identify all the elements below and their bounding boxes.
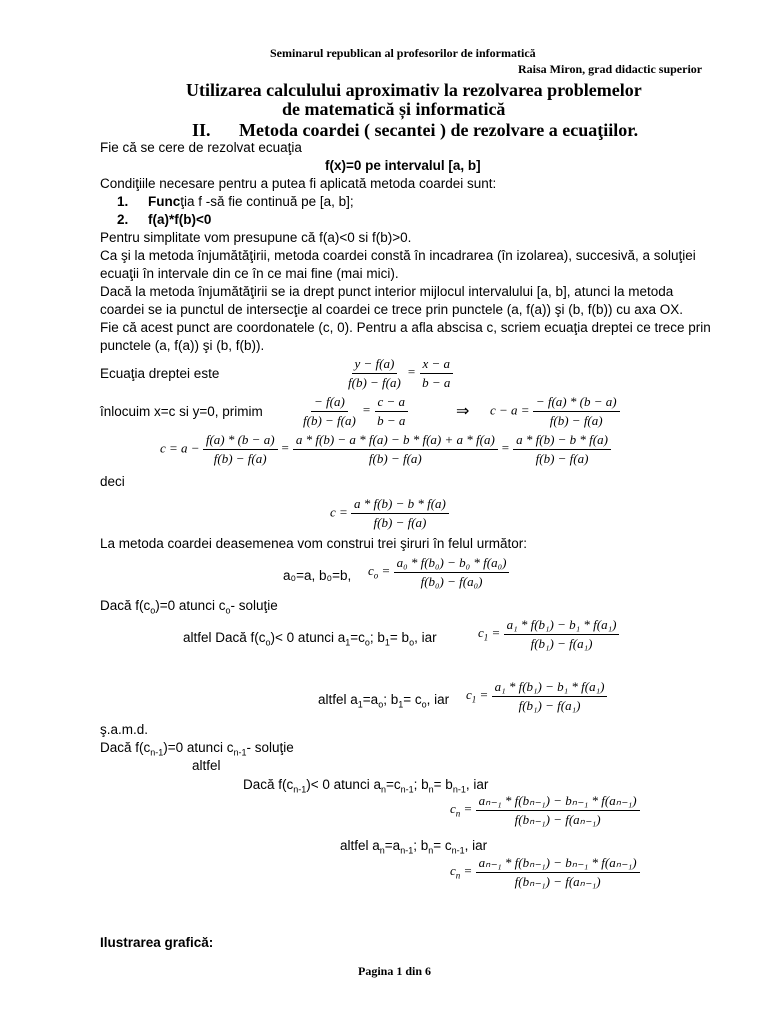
solution-check-c0: Dacă $f(c_o)=0$ atunci $c_o-$ soluţie bbox=[100, 598, 278, 616]
c0-formula: $c_o$ = $\frac{\text{a₀ * f(b₀) − b₀ * f(a₀)}}{\text{f(b₀) − f(a₀)}}$ bbox=[368, 555, 509, 590]
section-number: II. bbox=[192, 120, 211, 140]
implies-arrow: ⇒ bbox=[456, 403, 470, 420]
doc-title-line2: de matematică și informatică bbox=[282, 99, 506, 119]
author-header: Raisa Miron, grad didactic superior bbox=[518, 62, 703, 76]
doc-title-line1: Utilizarea calculului aproximativ la rezolvarea problemelor bbox=[186, 80, 642, 100]
c-final-formula: c = $\frac{a * f(b) - b * f(a)}{f(b) - f(a)}$ bbox=[330, 496, 449, 531]
paragraph: Fie că se cere de rezolvat ecuaţia bbox=[100, 140, 302, 155]
paragraph: ecuaţii în intervale din ce în ce mai fine (mai mici). bbox=[100, 266, 399, 281]
paragraph: coardei se ia punctul de intersecţie al coardei ce trece prin punctele (a, f(a)) şi (b, f(b)) cu axa OX. bbox=[100, 302, 684, 317]
condition-1 bbox=[117, 194, 354, 209]
page-footer: Pagina 1 din 6 bbox=[358, 964, 432, 978]
main-equation: f(x)=0 pe intervalul [a, b] bbox=[325, 158, 481, 173]
samd: ş.a.m.d. bbox=[100, 722, 149, 737]
altfel-case-n1: Dacă $f(c_{n-1})< 0$ atunci $a_n=c_{n-1}$; $b_n= b_{n-1}$, iar bbox=[243, 777, 489, 795]
result-formula: c − a = $\frac{- f(a) * (b - a)}{f(b) - f(a)}$ bbox=[490, 394, 620, 429]
cn-formula-a: $c_n$ = $\frac{\text{aₙ₋₁ * f(bₙ₋₁) − bₙ₋₁ * f(aₙ₋₁)}}{\text{f(bₙ₋₁) − f(aₙ₋₁)}}$ bbox=[450, 793, 640, 828]
list-number: 2. bbox=[117, 212, 129, 227]
line-equation-formula: $\frac{y - f(a)}{f(b) - f(a)}$ = $\frac{x - a}{b - a}$ bbox=[345, 356, 453, 391]
altfel-label: altfel bbox=[192, 758, 221, 773]
list-number: 1. bbox=[117, 194, 129, 209]
substitution-label: înlocuim x=c si y=0, primim bbox=[100, 404, 263, 419]
condition-2 bbox=[117, 212, 211, 227]
paragraph: Ca şi la metoda înjumătăţirii, metoda coardei constă în incadrarea (în izolarea), succesivă, a soluţiei bbox=[100, 248, 696, 263]
initial-values: a₀=a, b₀=b, bbox=[283, 568, 352, 583]
graphic-illustration-heading: Ilustrarea grafică: bbox=[100, 935, 214, 950]
altfel-case-1: altfel Dacă $f(c_o)< 0$ atunci $a_1=c_o$; $b_1= b_o$, iar bbox=[183, 630, 437, 648]
c-derivation-formula: c = a − $\frac{f(a) * (b - a)}{f(b) - f(a)}$ = $\frac{a * f(b) - a * f(a) - b * f(a) + a * f(a)}{f(b) - f(a)}$ = $\frac{a * f(b) - b * f(a)}{f(b) - f(a)}$ bbox=[160, 432, 611, 467]
c1-formula-b: $c_1$ = $\frac{\text{a₁ * f(b₁) − b₁ * f(a₁)}}{\text{f(b₁) − f(a₁)}}$ bbox=[466, 679, 607, 714]
paragraph: Condiţiile necesare pentru a putea fi aplicată metoda coardei sunt: bbox=[100, 176, 497, 191]
condition-1-text: ţia f -să fie continuă pe [a, b]; bbox=[180, 194, 354, 209]
paragraph: Pentru simplitate vom presupune că f(a)<0 si f(b)>0. bbox=[100, 230, 412, 245]
substitution-formula: $\frac{- f(a)}{f(b) - f(a)}$ = $\frac{c - a}{b - a}$ bbox=[300, 394, 408, 429]
seminar-header: Seminarul republican al profesorilor de informatică bbox=[270, 46, 536, 60]
line-equation-label: Ecuaţia dreptei este bbox=[100, 366, 220, 381]
altfel-case-n2: altfel $a_n=a_{n-1}$; $b_n= c_{n-1}$, iar bbox=[340, 838, 488, 856]
paragraph: Dacă la metoda înjumătăţirii se ia drept punct interior mijlocul intervalului [a, b], atunci la metoda bbox=[100, 284, 674, 299]
paragraph: La metoda coardei deasemenea vom construi trei şiruri în felul următor: bbox=[100, 536, 527, 551]
condition-2-text: f(a)*f(b)<0 bbox=[148, 212, 212, 227]
paragraph: Fie că acest punct are coordonatele (c, 0). Pentru a afla abscisa c, scriem ecuaţia dreptei ce trece prin bbox=[100, 320, 711, 335]
paragraph: punctele (a, f(a)) şi (b, f(b)). bbox=[100, 338, 265, 353]
section-title: Metoda coardei ( secantei ) de rezolvare a ecuaţiilor. bbox=[239, 120, 639, 140]
altfel-case-2: altfel $a_1=a_o$; $b_1= c_o$, iar bbox=[318, 692, 450, 710]
section-heading bbox=[192, 120, 638, 141]
solution-check-cn: Dacă $f(c_{n-1})=0$ atunci $c_{n-1}-$ soluţie bbox=[100, 740, 294, 758]
cn-formula-b: $c_n$ = $\frac{\text{aₙ₋₁ * f(bₙ₋₁) − bₙ₋₁ * f(aₙ₋₁)}}{\text{f(bₙ₋₁) − f(aₙ₋₁)}}$ bbox=[450, 855, 640, 890]
condition-1-bold: Func bbox=[148, 194, 181, 209]
c1-formula-a: $c_1$ = $\frac{\text{a₁ * f(b₁) − b₁ * f(a₁)}}{\text{f(b₁) − f(a₁)}}$ bbox=[478, 617, 619, 652]
deci-label: deci bbox=[100, 474, 125, 489]
